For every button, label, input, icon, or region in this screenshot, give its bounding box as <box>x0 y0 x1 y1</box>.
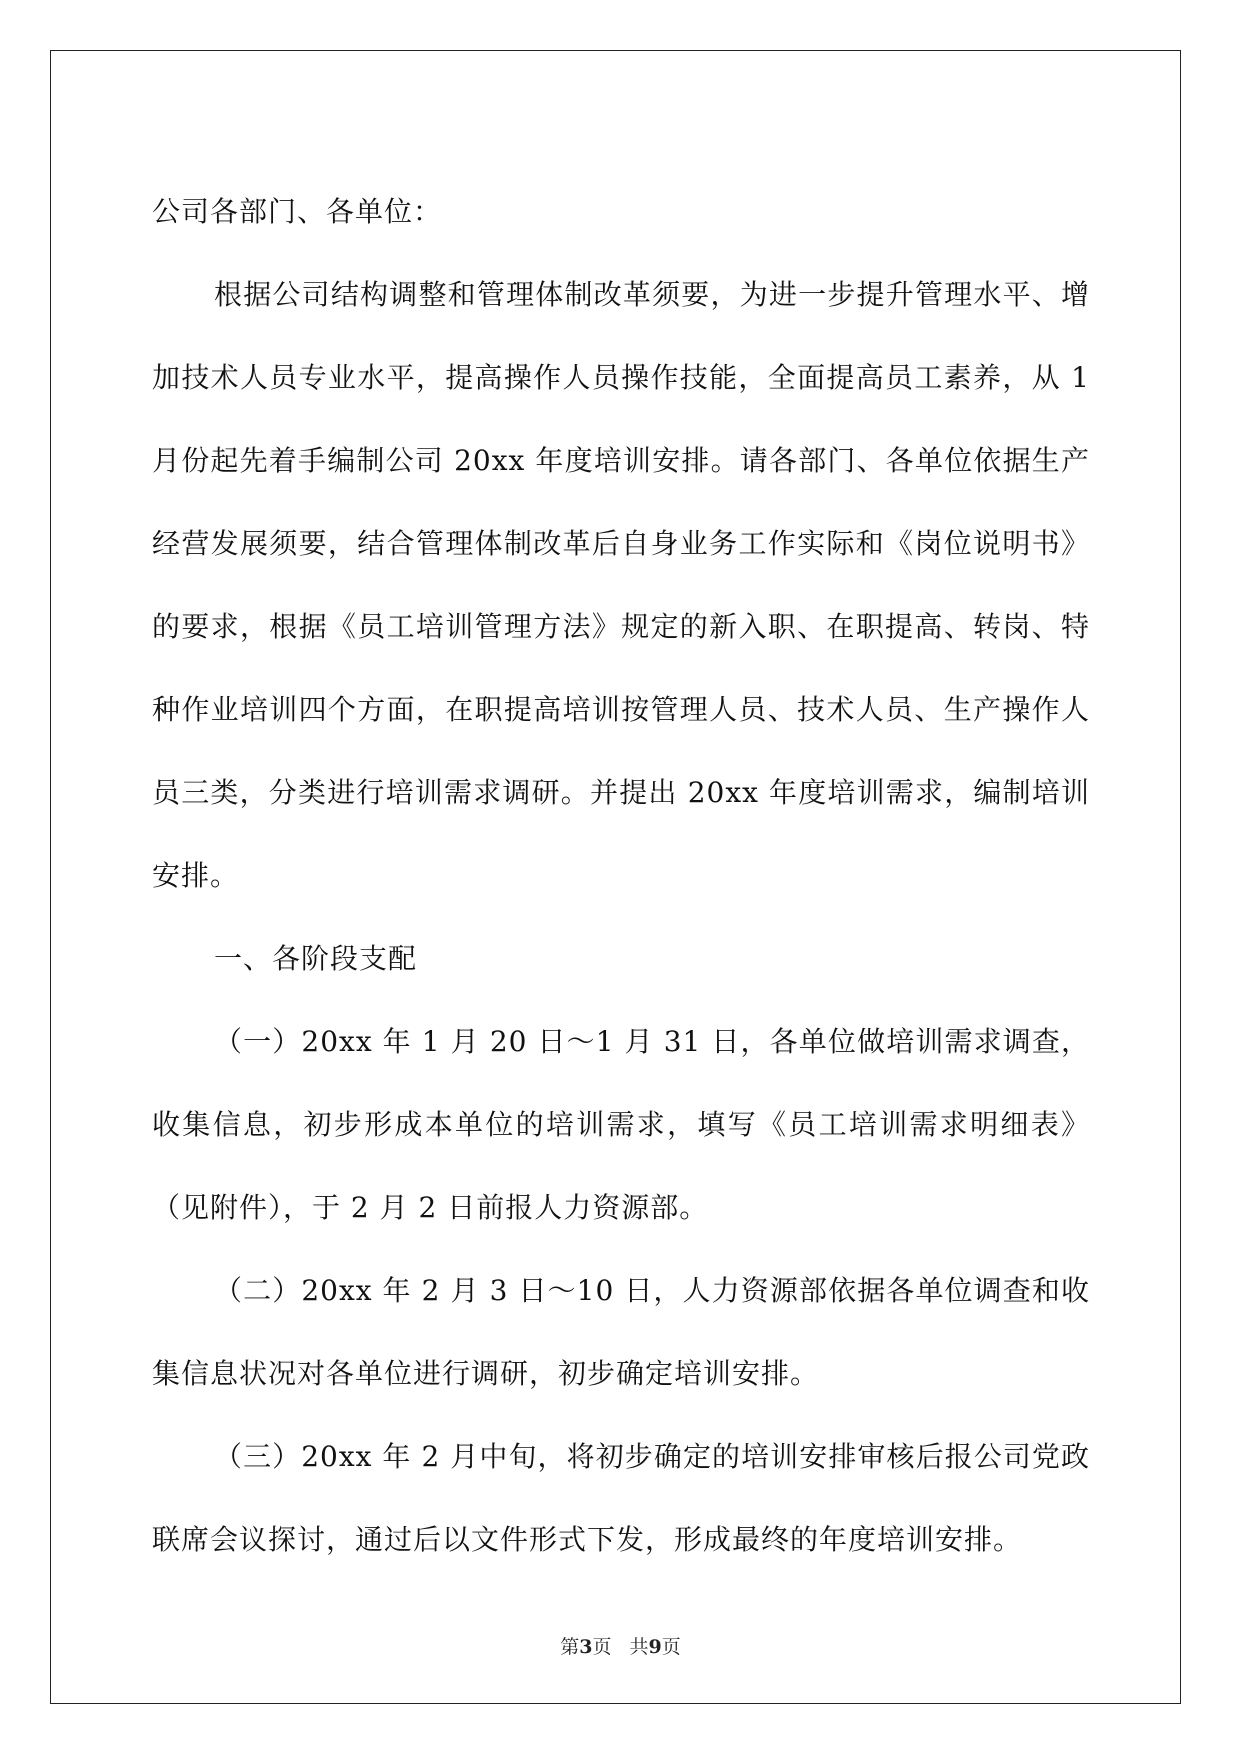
salutation: 公司各部门、各单位： <box>152 195 443 228</box>
paragraph-stage-3: （三）20xx 年 2 月中旬，将初步确定的培训安排审核后报公司党政联席会议探讨，通过后以文件形式下发，形成最终的年度培训安排。 <box>152 1440 1090 1556</box>
total-unit: 页 <box>661 1636 681 1658</box>
document-body <box>152 170 1090 1581</box>
total-pages-number: 9 <box>648 1636 662 1658</box>
page-prefix: 第 <box>560 1636 580 1658</box>
paragraph-intro: 根据公司结构调整和管理体制改革须要，为进一步提升管理水平、增加技术人员专业水平，提高操作人员操作技能，全面提高员工素养，从 1 月份起先着手编制公司 20xx 年度培训安排。请各部门、各单位依据生产经营发展须要，结合管理体制改革后自身业务工作实际和《岗位说明书》的要求，根据《员工培训管理方法》规定的新入职、在职提高、转岗、特种作业培训四个方面，在职提高培训按管理人员、技术人员、生产操作人员三类，分类进行培训需求调研。并提出 20xx 年度培训需求，编制培训安排。 <box>152 278 1090 892</box>
paragraph-stage-2: （二）20xx 年 2 月 3 日～10 日，人力资源部依据各单位调查和收集信息状况对各单位进行调研，初步确定培训安排。 <box>152 1274 1090 1390</box>
total-prefix: 共 <box>629 1636 649 1658</box>
paragraph-stage-1: （一）20xx 年 1 月 20 日～1 月 31 日，各单位做培训需求调查，收集信息，初步形成本单位的培训需求，填写《员工培训需求明细表》（见附件），于 2 月 2 日前报人力资源部。 <box>152 1025 1090 1224</box>
section-heading-stages: 一、各阶段支配 <box>214 942 418 975</box>
page-footer <box>0 1632 1241 1659</box>
page-unit: 页 <box>592 1636 612 1658</box>
current-page-number: 3 <box>579 1636 593 1658</box>
